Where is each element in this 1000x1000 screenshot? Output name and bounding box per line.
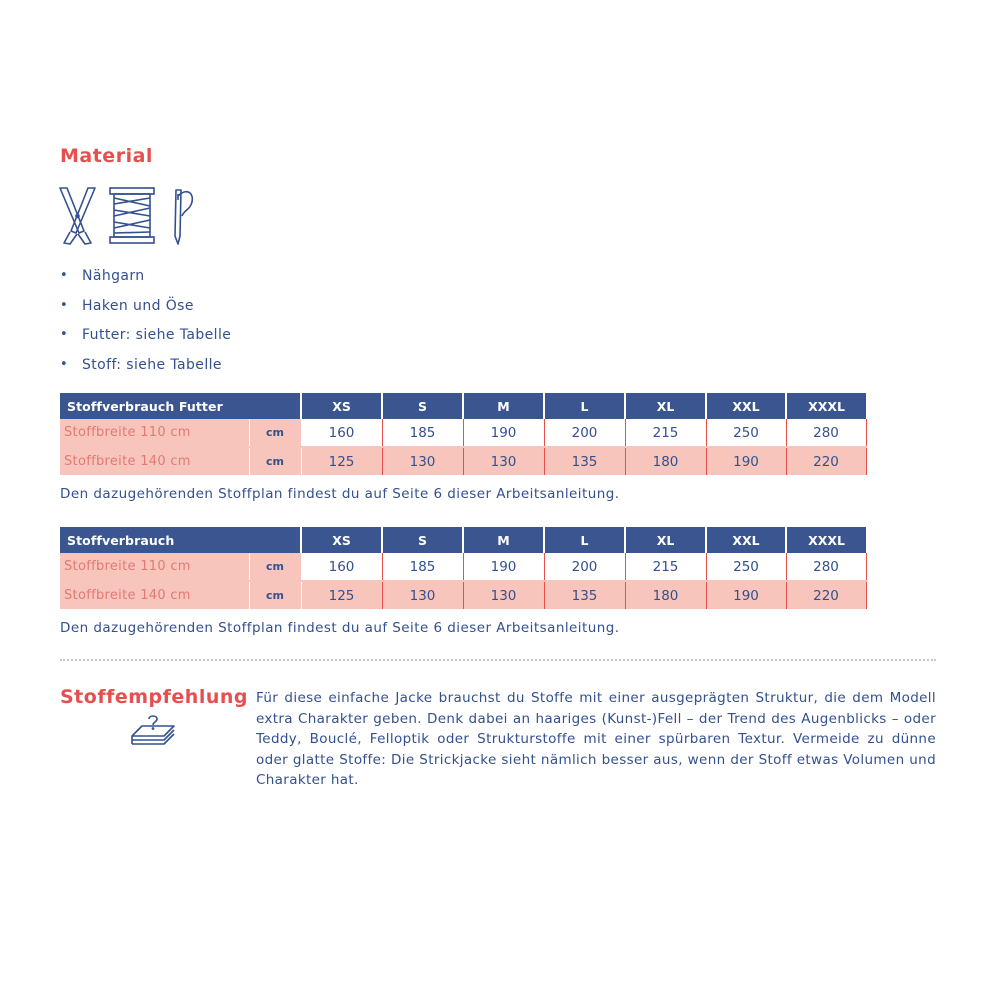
value-cell: 250	[706, 419, 786, 447]
table-row	[60, 419, 866, 447]
size-header: M	[463, 527, 544, 553]
material-list	[60, 266, 231, 384]
value-cell: 190	[463, 419, 544, 447]
value-cell: 250	[706, 553, 786, 581]
unit-cell: cm	[249, 553, 301, 581]
size-header: XXL	[706, 393, 786, 419]
list-item: • Nähgarn	[60, 266, 231, 296]
value-cell: 190	[706, 581, 786, 609]
size-header: XS	[301, 527, 382, 553]
scissors-icon	[57, 186, 99, 246]
row-label: Stoffbreite 110 cm	[60, 553, 249, 581]
value-cell: 190	[463, 553, 544, 581]
table-header-label: Stoffverbrauch	[60, 527, 301, 553]
lining-consumption-table	[60, 393, 867, 475]
size-header: S	[382, 393, 463, 419]
value-cell: 125	[301, 581, 382, 609]
value-cell: 180	[625, 447, 706, 475]
value-cell: 200	[544, 553, 625, 581]
value-cell: 280	[786, 419, 866, 447]
size-header: XL	[625, 393, 706, 419]
list-item: • Futter: siehe Tabelle	[60, 325, 231, 355]
list-item: • Stoff: siehe Tabelle	[60, 355, 231, 385]
value-cell: 215	[625, 419, 706, 447]
size-header: S	[382, 527, 463, 553]
value-cell: 160	[301, 419, 382, 447]
value-cell: 180	[625, 581, 706, 609]
unit-cell: cm	[249, 581, 301, 609]
table-header-row	[60, 393, 866, 419]
value-cell: 125	[301, 447, 382, 475]
size-header: XS	[301, 393, 382, 419]
row-label: Stoffbreite 110 cm	[60, 419, 249, 447]
size-header: M	[463, 393, 544, 419]
dotted-divider	[60, 659, 936, 661]
value-cell: 185	[382, 553, 463, 581]
value-cell: 130	[463, 581, 544, 609]
table-row	[60, 447, 866, 475]
value-cell: 215	[625, 553, 706, 581]
unit-cell: cm	[249, 419, 301, 447]
table-row	[60, 581, 866, 609]
thread-spool-icon	[108, 186, 156, 246]
value-cell: 200	[544, 419, 625, 447]
value-cell: 220	[786, 447, 866, 475]
value-cell: 135	[544, 581, 625, 609]
size-header: XXL	[706, 527, 786, 553]
value-cell: 130	[463, 447, 544, 475]
table-row	[60, 553, 866, 581]
unit-cell: cm	[249, 447, 301, 475]
size-header: L	[544, 393, 625, 419]
recommendation-title: Stoffempfehlung	[60, 686, 248, 708]
table-header-label: Stoffverbrauch Futter	[60, 393, 301, 419]
needle-icon	[168, 186, 198, 246]
size-header: L	[544, 527, 625, 553]
value-cell: 160	[301, 553, 382, 581]
value-cell: 190	[706, 447, 786, 475]
row-label: Stoffbreite 140 cm	[60, 581, 249, 609]
size-header: XL	[625, 527, 706, 553]
value-cell: 185	[382, 419, 463, 447]
value-cell: 135	[544, 447, 625, 475]
value-cell: 220	[786, 581, 866, 609]
size-header: XXXL	[786, 527, 866, 553]
value-cell: 130	[382, 581, 463, 609]
table-header-row	[60, 527, 866, 553]
list-item: • Haken und Öse	[60, 296, 231, 326]
fabric-table-note: Den dazugehörenden Stoffplan findest du auf Seite 6 dieser Arbeitsanleitung.	[60, 620, 620, 636]
lining-table-note: Den dazugehörenden Stoffplan findest du auf Seite 6 dieser Arbeitsanleitung.	[60, 486, 620, 502]
value-cell: 280	[786, 553, 866, 581]
recommendation-text: Für diese einfache Jacke brauchst du Stoffe mit einer ausgeprägten Struktur, die dem Modell extra Charakter geben. Denk dabei an haariges (Kunst-)Fell – der Trend des Augenblicks – oder Teddy, Bouclé, Felloptik oder Strukturstoffe mit einer spürbaren Textur. Vermeide zu dünne oder glatte Stoffe: Die Strickjacke sieht nämlich besser aus, wenn der Stoff etwas Volumen und Charakter hat.	[256, 690, 936, 788]
fabric-stack-question-icon	[128, 714, 178, 750]
row-label: Stoffbreite 140 cm	[60, 447, 249, 475]
value-cell: 130	[382, 447, 463, 475]
fabric-consumption-table	[60, 527, 867, 609]
size-header: XXXL	[786, 393, 866, 419]
material-title: Material	[60, 145, 153, 167]
